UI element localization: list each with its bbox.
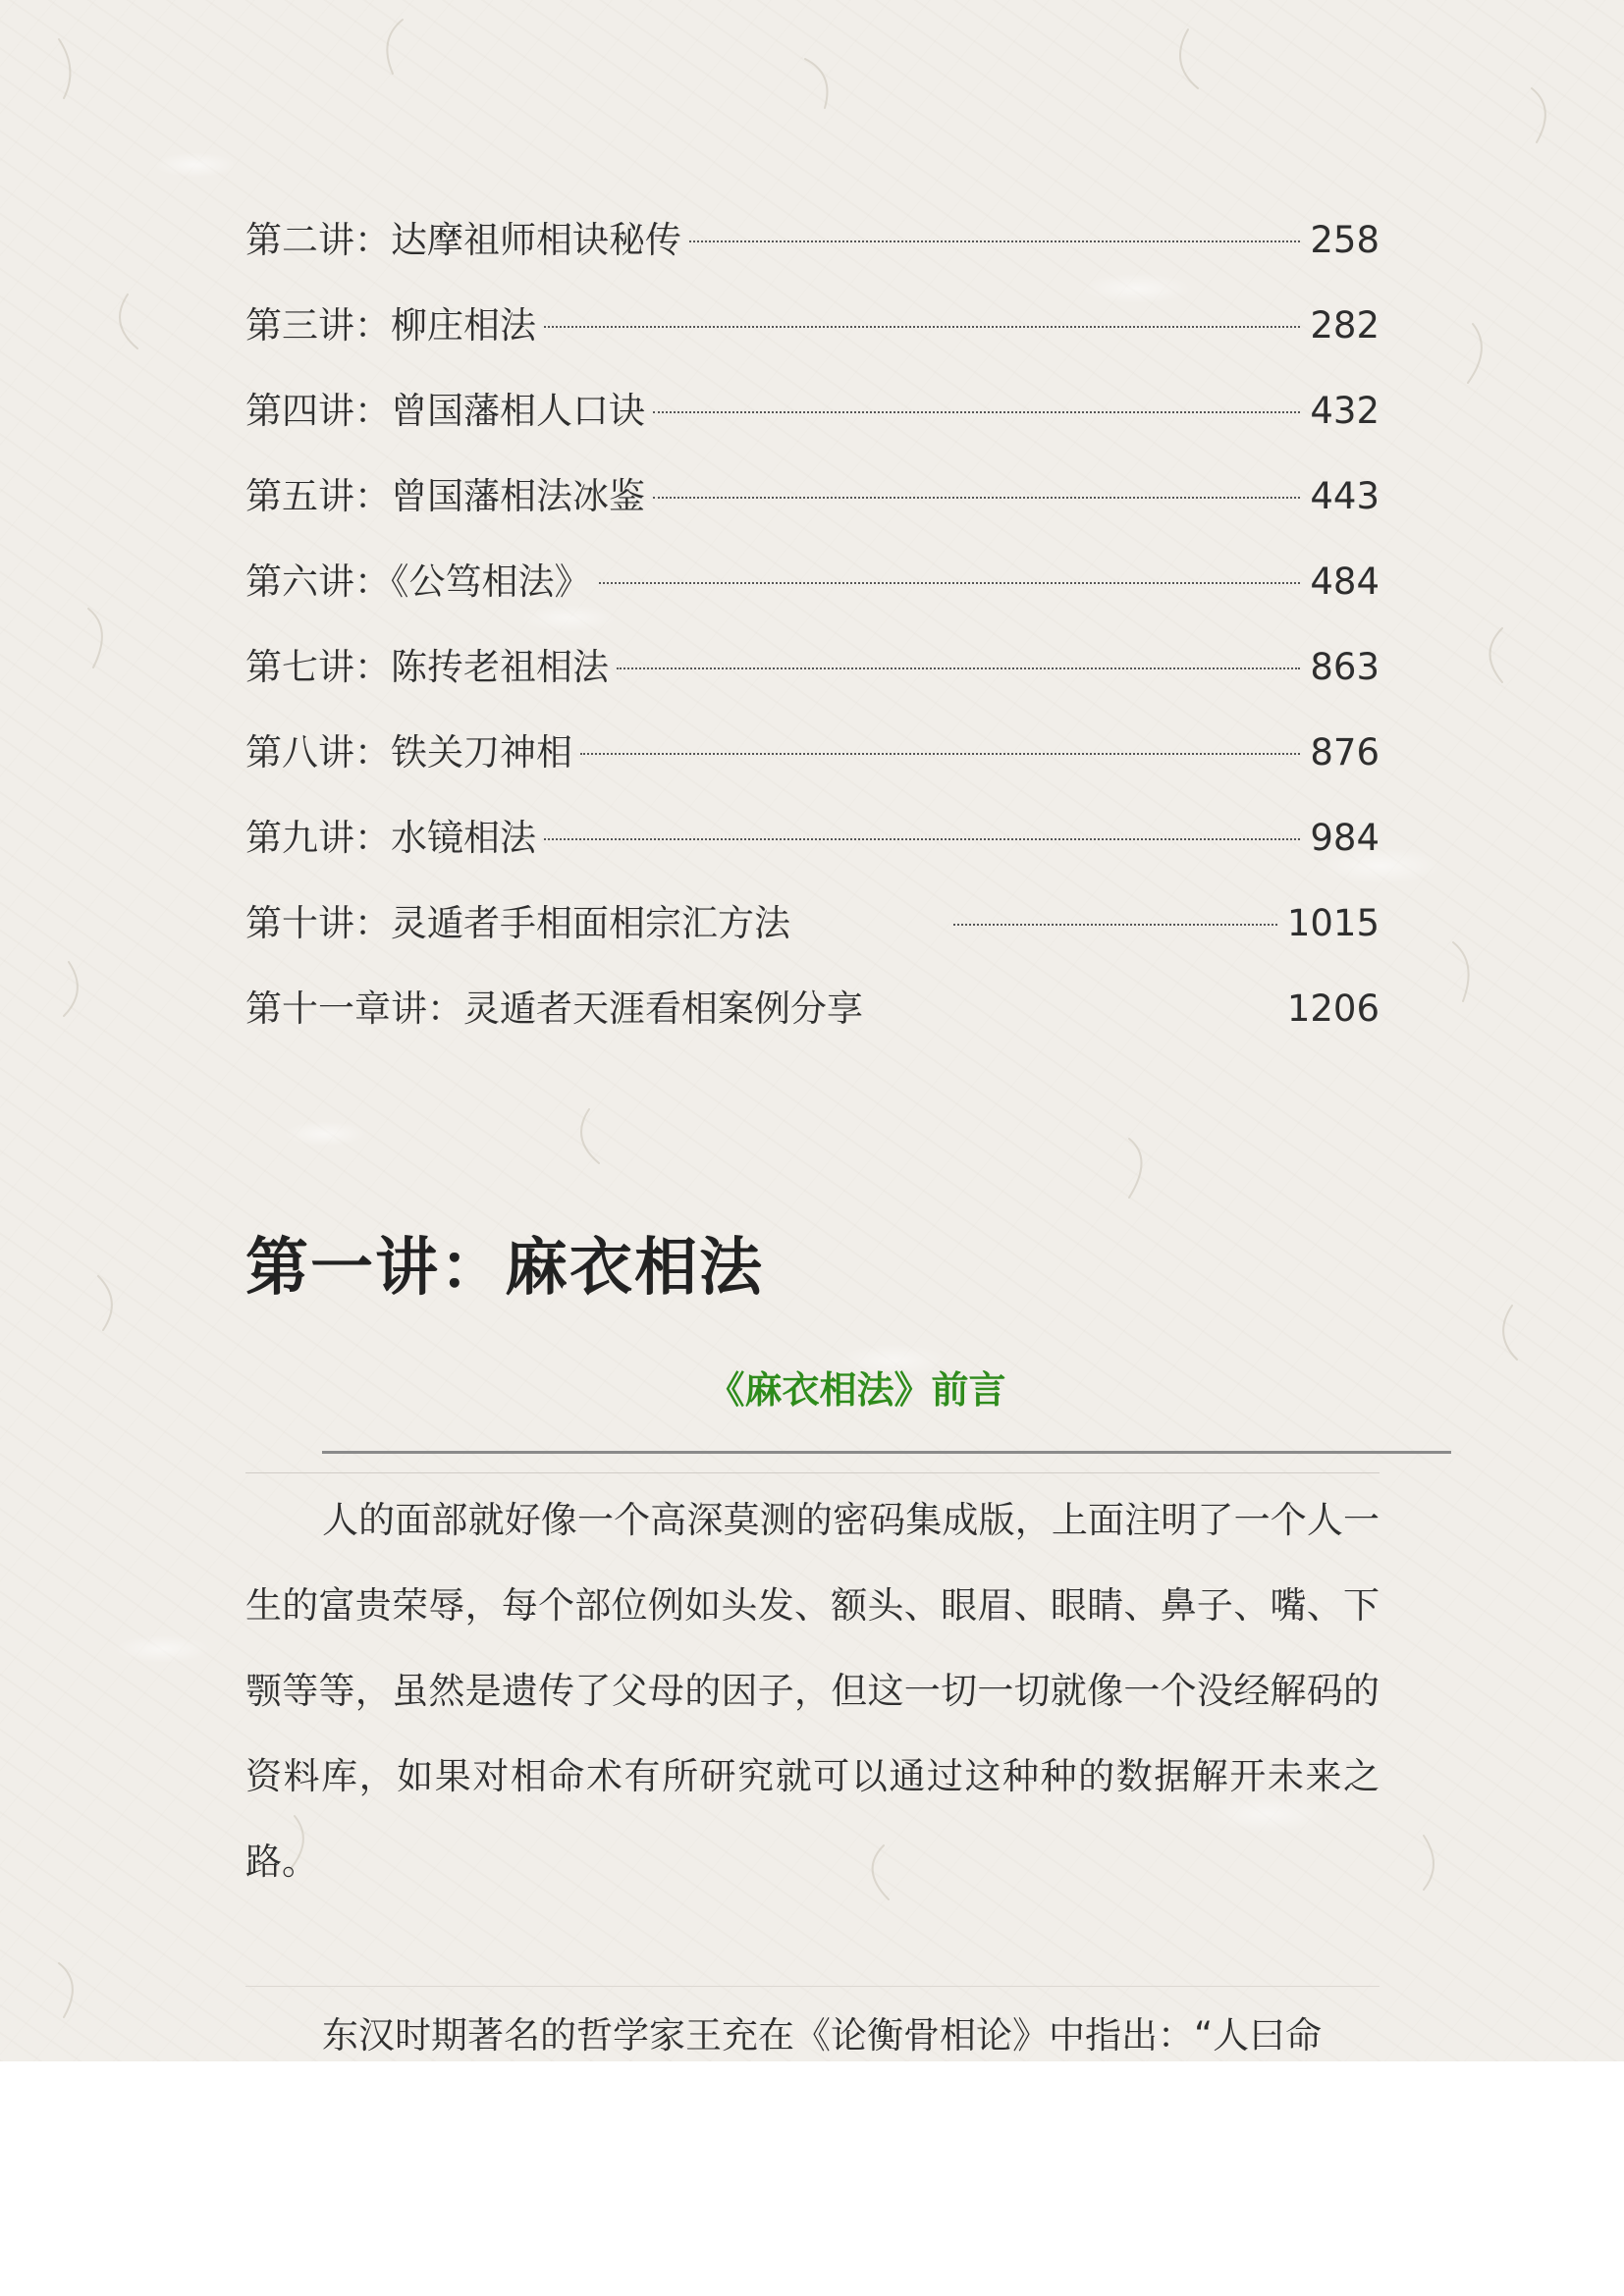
toc-leader-dots bbox=[617, 667, 1300, 669]
table-of-contents bbox=[245, 211, 1380, 1065]
toc-leader-dots bbox=[544, 838, 1300, 840]
toc-entry-title: 第二讲：达摩祖师相诀秘传 bbox=[245, 219, 681, 261]
toc-entry-title: 第四讲：曾国藩相人口诀 bbox=[245, 390, 645, 432]
toc-leader-dots bbox=[653, 497, 1300, 499]
toc-entry-title: 第五讲：曾国藩相法冰鉴 bbox=[245, 475, 645, 517]
toc-leader-dots bbox=[953, 924, 1277, 926]
toc-entry[interactable] bbox=[245, 211, 1380, 296]
toc-entry[interactable] bbox=[245, 553, 1380, 638]
toc-leader-dots bbox=[544, 326, 1300, 328]
toc-entry-page: 1015 bbox=[1286, 902, 1380, 944]
toc-leader-dots bbox=[653, 411, 1300, 413]
section-subheading: 《麻衣相法》前言 bbox=[707, 1368, 1006, 1412]
toc-entry-title: 第八讲：铁关刀神相 bbox=[245, 731, 572, 774]
toc-entry-page: 984 bbox=[1310, 817, 1380, 859]
toc-entry[interactable] bbox=[245, 382, 1380, 467]
toc-entry[interactable] bbox=[245, 638, 1380, 723]
toc-entry-page: 432 bbox=[1310, 390, 1380, 432]
toc-entry[interactable] bbox=[245, 296, 1380, 382]
toc-entry-page: 1206 bbox=[1286, 988, 1380, 1030]
body-paragraph: 东汉时期著名的哲学家王充在《论衡骨相论》中指出：“人曰命 bbox=[322, 2014, 1323, 2056]
toc-entry-title: 第七讲：陈抟老祖相法 bbox=[245, 646, 609, 688]
toc-entry-title: 第九讲：水镜相法 bbox=[245, 817, 536, 859]
toc-entry-page: 484 bbox=[1310, 561, 1380, 603]
toc-entry-page: 443 bbox=[1310, 475, 1380, 517]
toc-entry[interactable] bbox=[245, 723, 1380, 809]
toc-leader-dots bbox=[580, 753, 1300, 755]
toc-entry[interactable] bbox=[245, 467, 1380, 553]
divider-line bbox=[245, 1986, 1380, 1987]
toc-entry-title: 第六讲：《公笃相法》 bbox=[245, 561, 591, 603]
toc-entry-page: 258 bbox=[1310, 219, 1380, 261]
toc-entry-title: 第十一章讲：灵遁者天涯看相案例分享 bbox=[245, 988, 863, 1030]
toc-entry[interactable] bbox=[245, 894, 1380, 980]
divider-line bbox=[322, 1451, 1451, 1454]
toc-entry-page: 282 bbox=[1310, 304, 1380, 347]
toc-leader-dots bbox=[599, 582, 1301, 584]
toc-entry-page: 876 bbox=[1310, 731, 1380, 774]
toc-entry[interactable] bbox=[245, 980, 1380, 1065]
toc-leader-dots bbox=[689, 240, 1300, 242]
toc-entry-title: 第三讲：柳庄相法 bbox=[245, 304, 536, 347]
toc-entry-page: 863 bbox=[1310, 646, 1380, 688]
toc-entry[interactable] bbox=[245, 809, 1380, 894]
toc-entry-title: 第十讲：灵遁者手相面相宗汇方法 bbox=[245, 902, 790, 944]
body-paragraph: 人的面部就好像一个高深莫测的密码集成版，上面注明了一个人一生的富贵荣辱，每个部位例如头发、额头、眼眉、眼睛、鼻子、嘴、下颚等等，虽然是遗传了父母的因子，但这一切一切就像一个没经解码的资料库，如果对相命术有所研究就可以通过这种种的数据解开未来之路。 bbox=[245, 1499, 1380, 1883]
divider-line bbox=[245, 1472, 1380, 1473]
chapter-heading: 第一讲：麻衣相法 bbox=[245, 1231, 764, 1305]
